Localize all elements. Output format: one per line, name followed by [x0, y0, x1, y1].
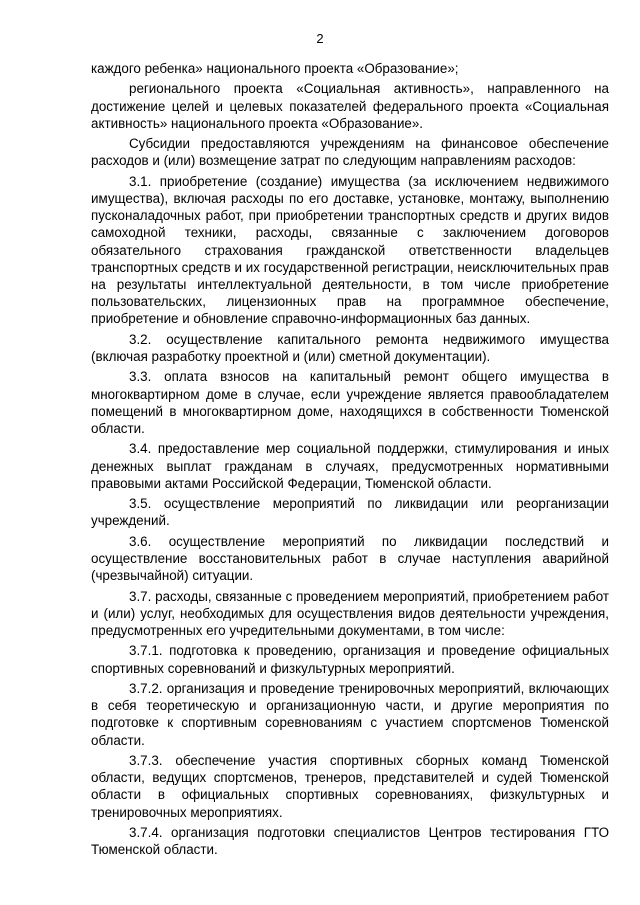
paragraph-subsidies-intro: Субсидии предоставляются учреждениям на финансовое обеспечение расходов и (или) возмещение затрат по следующим направлениям расходов: [91, 136, 609, 169]
document-body [91, 60, 609, 862]
paragraph-3-1: 3.1. приобретение (создание) имущества (за исключением недвижимого имущества), включая расходы по его доставке, установке, монтажу, выполнению пусконаладочных работ, при приобретении транспортных средств и других видов самоходной техники, расходы, связанные с заключением договоров обязательного страхования гражданской ответственности владельцев транспортных средств и их государственной регистрации, неисключительных прав на результаты интеллектуальной деятельности, в том числе приобретение пользовательских, лицензионных прав на программное обеспечение, приобретение и обновление справочно-информационных баз данных. [91, 173, 609, 327]
paragraph-3-7-3: 3.7.3. обеспечение участия спортивных сборных команд Тюменской области, ведущих спортсменов, тренеров, представителей и судей Тюменской области в официальных спортивных соревнованиях, физкультурных и тренировочных мероприятиях. [91, 752, 609, 820]
paragraph-3-3: 3.3. оплата взносов на капитальный ремонт общего имущества в многоквартирном доме в случае, если учреждение является правообладателем помещений в многоквартирном доме, находящихся в собственности Тюменской области. [91, 369, 609, 436]
paragraph-3-7-1: 3.7.1. подготовка к проведению, организация и проведение официальных спортивных соревнований и физкультурных мероприятий. [91, 643, 609, 676]
paragraph-3-5: 3.5. осуществление мероприятий по ликвидации или реорганизации учреждений. [91, 496, 609, 529]
paragraph-3-7-2: 3.7.2. организация и проведение тренировочных мероприятий, включающих в себя теоретическую и организационную части, и другие мероприятия по подготовке к спортивным соревнованиям с участием спортсменов Тюменской области. [91, 680, 609, 748]
paragraph-regional-project: регионального проекта «Социальная активность», направленного на достижение целей и целевых показателей федерального проекта «Социальная активность» национального проекта «Образование». [91, 81, 609, 131]
paragraph-3-6: 3.6. осуществление мероприятий по ликвидации последствий и осуществление восстановительных работ в случае наступления аварийной (чрезвычайной) ситуации. [91, 533, 609, 584]
paragraph-3-7-4: 3.7.4. организация подготовки специалистов Центров тестирования ГТО Тюменской области. [91, 824, 609, 858]
paragraph-3-7: 3.7. расходы, связанные с проведением мероприятий, приобретением работ и (или) услуг, необходимых для осуществления видов деятельности учреждения, предусмотренных его учредительными документами, в том числе: [91, 588, 609, 638]
paragraph-continuation: каждого ребенка» национального проекта «Образование»; [91, 61, 459, 76]
paragraph-3-2: 3.2. осуществление капитального ремонта недвижимого имущества (включая разработку проектной и (или) сметной документации). [91, 331, 609, 364]
page-number: 2 [316, 31, 324, 46]
paragraph-3-4: 3.4. предоставление мер социальной поддержки, стимулирования и иных денежных выплат гражданам в случаях, предусмотренных нормативными правовыми актами Российской Федерации, Тюменской области. [91, 441, 609, 491]
